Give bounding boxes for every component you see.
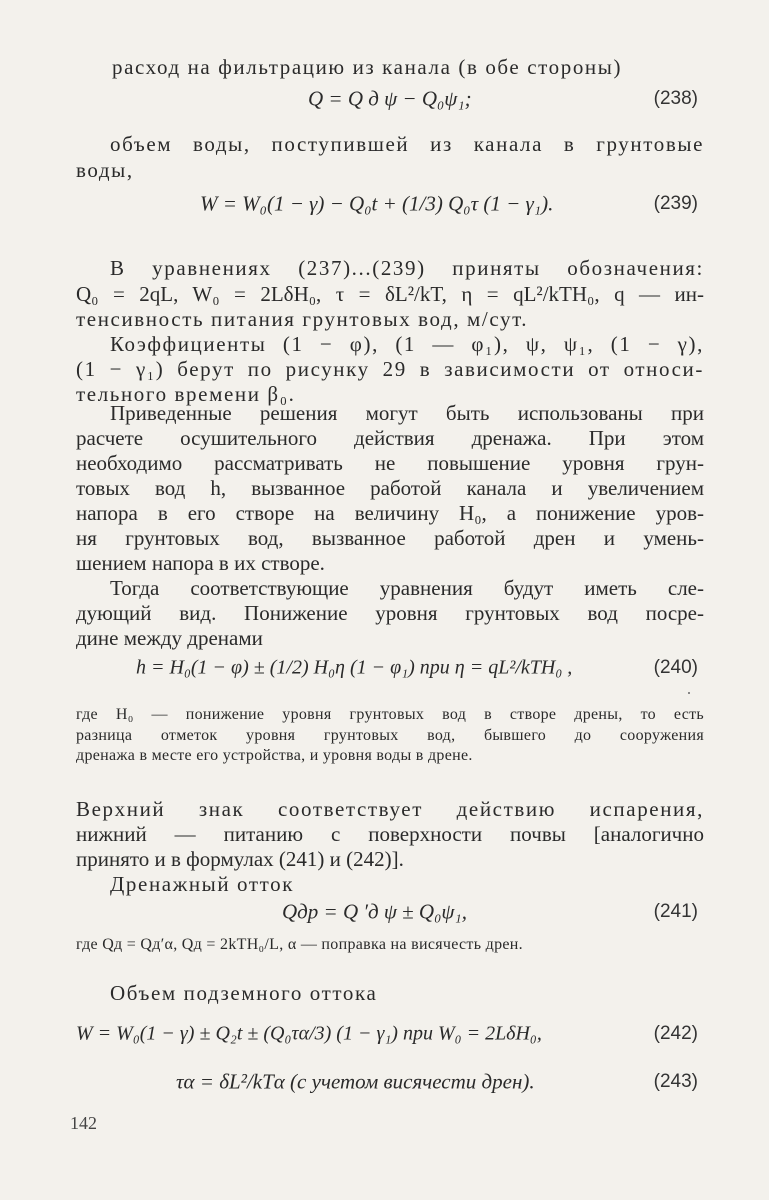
note-line: дренажа в месте его устройства, и уровня воды в дрене. (76, 747, 473, 764)
text-line: объем воды, поступившей из канала в грунтовые (110, 132, 704, 156)
page-number: 142 (70, 1113, 97, 1133)
equation-239 (76, 182, 704, 226)
text-line: воды, (76, 158, 134, 182)
text-line: напора в его створе на величину H₀, а понижение уров- (76, 501, 704, 525)
equation-expression: W = W₀(1 − γ) − Q₀t + (1/3) Q₀τ (1 − γ₁). (200, 191, 554, 216)
text-line: товых вод h, вызванное работой канала и увеличением (76, 476, 704, 500)
text-line: шением напора в их створе. (76, 551, 325, 575)
text-line: ня грунтовых вод, вызванное работой дрен и умень- (76, 526, 704, 550)
equation-expression: h = H₀(1 − φ) ± (1/2) H₀η (1 − φ₁) при η = qL²/kTH₀ , (136, 656, 573, 679)
text-line: принято и в формулах (241) и (242)]. (76, 847, 404, 871)
text-line: тельного времени β₀. (76, 382, 296, 406)
equation-238 (76, 79, 704, 119)
equation-number: (240) (653, 657, 698, 678)
equation-number: (238) (653, 88, 698, 109)
text-line: Q₀ = 2qL, W₀ = 2LδH₀, τ = δL²/kT, η = qL²/kTH₀, q — ин- (76, 282, 704, 306)
equation-expression: τα = δL²/kTα (с учетом висячести дрен). (176, 1069, 535, 1094)
equation-240 (76, 645, 704, 691)
text-line: (1 − γ₁) берут по рисунку 29 в зависимости от относи- (76, 357, 704, 381)
equation-expression: Qдр = Q ′д ψ ± Q₀ψ₁, (282, 899, 467, 924)
note-line: где Qд = Qд′α, Qд = 2kTH₀/L, α — поправка на висячесть дрен. (76, 936, 523, 953)
text-line: Верхний знак соответствует действию испарения, (76, 797, 704, 821)
equation-242 (76, 1012, 704, 1056)
text-line: Приведенные решения могут быть использованы при (110, 401, 704, 425)
print-speck (688, 692, 690, 694)
equation-number: (243) (653, 1071, 698, 1092)
text-line: тенсивность питания грунтовых вод, м/сут. (76, 307, 529, 331)
text-line: дующий вид. Понижение уровня грунтовых вод посре- (76, 601, 704, 625)
equation-expression: W = W₀(1 − γ) ± Q₂t ± (Q₀τα/3) (1 − γ₁) при W₀ = 2LδH₀, (76, 1022, 542, 1045)
text-line: расчете осушительного действия дренажа. При этом (76, 426, 704, 450)
text-line: расход на фильтрацию из канала (в обе стороны) (112, 55, 623, 79)
text-line: В уравнениях (237)...(239) приняты обозначения: (110, 256, 704, 280)
equation-number: (241) (653, 901, 698, 922)
text-line: Коэффициенты (1 − φ), (1 — φ₁), ψ, ψ₁, (1 − γ), (110, 332, 704, 356)
text-line: Тогда соответствующие уравнения будут иметь сле- (110, 576, 704, 600)
equation-243 (76, 1062, 704, 1102)
text-line: нижний — питанию с поверхности почвы [аналогично (76, 822, 704, 846)
equation-number: (239) (653, 193, 698, 214)
text-line: дине между дренами (76, 626, 263, 650)
note-line: где H₀ — понижение уровня грунтовых вод в створе дрены, то есть (76, 706, 704, 723)
text-line: Дренажный отток (110, 872, 295, 896)
equation-expression: Q = Q д ψ − Q₀ψ₁; (308, 86, 472, 111)
note-line: разница отметок уровня грунтовых вод, бывшего до сооружения (76, 727, 704, 744)
equation-number: (242) (653, 1023, 698, 1044)
text-line: необходимо рассматривать не повышение уровня грун- (76, 451, 704, 475)
text-line: Объем подземного оттока (110, 981, 378, 1005)
equation-241 (76, 892, 704, 932)
